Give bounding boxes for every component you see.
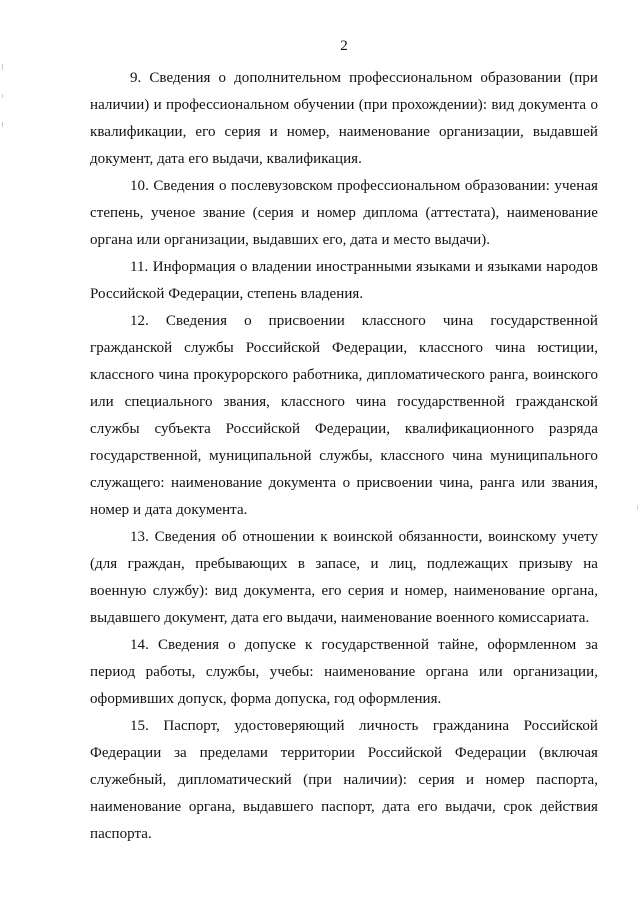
paragraph-item-14: 14. Сведения о допуске к государственной тайне, оформленном за период работы, службы, учебы: наименование органа или организации, оформивших допуск, форма допуска, год оформления. [90,637,598,707]
document-body [90,65,598,848]
paragraph-item-15: 15. Паспорт, удостоверяющий личность гражданина Российской Федерации за пределами территории Российской Федерации (включая служебный, дипломатический (при наличии): серия и номер паспорта, наименование органа, выдавшего паспорт, дата его выдачи, срок действия паспорта. [90,718,598,842]
paragraph-item-10: 10. Сведения о послевузовском профессиональном образовании: ученая степень, ученое звание (серия и номер диплома (аттестата), наименование органа или организации, выдавших его, дата и место выдачи). [90,178,598,248]
scan-artifact [2,94,3,98]
paragraph-item-11: 11. Информация о владении иностранными языками и языками народов Российской Федерации, степень владения. [90,259,598,302]
scan-artifact [2,64,3,70]
paragraph-item-12: 12. Сведения о присвоении классного чина государственной гражданской службы Российской Федерации, классного чина юстиции, классного чина прокурорского работника, дипломатического ранга, воинского или специального звания, классного чина государственной гражданской службы субъекта Российской Федерации, квалификационного разряда государственной, муниципальной службы, классного чина муниципального служащего: наименование документа о присвоении чина, ранга или звания, номер и дата документа. [90,313,598,518]
paragraph-item-13: 13. Сведения об отношении к воинской обязанности, воинскому учету (для граждан, пребывающих в запасе, и лиц, подлежащих призыву на военную службу): вид документа, его серия и номер, наименование органа, выдавшего документ, дата его выдачи, наименование военного комиссариата. [90,529,598,626]
scan-artifact [637,505,638,510]
paragraph-item-9: 9. Сведения о дополнительном профессиональном образовании (при наличии) и профессиональном обучении (при прохождении): вид документа о квалификации, его серия и номер, наименование организации, выдавшей документ, дата его выдачи, квалификация. [90,70,598,167]
page-number: 2 [340,38,348,54]
scan-artifact [2,122,3,127]
